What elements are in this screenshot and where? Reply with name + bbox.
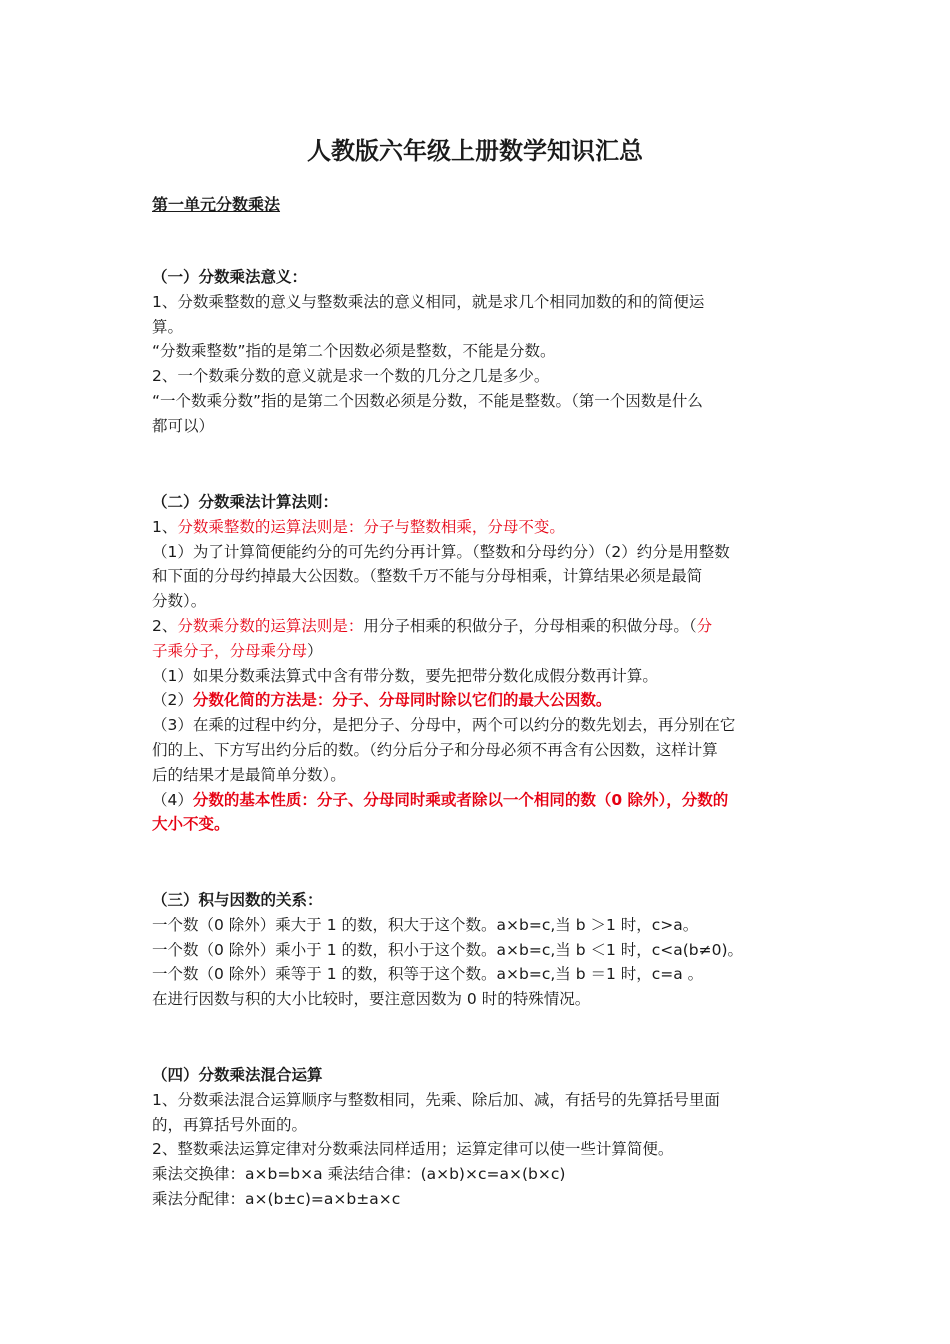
section-product-factor: [152, 888, 802, 1012]
highlight-text: 分数乘分数的运算法则是：: [177, 616, 364, 635]
paragraph: 1、分数乘法混合运算顺序与整数相同，先乘、除后加、减，有括号的先算括号里面: [152, 1090, 720, 1109]
section-heading: （二）分数乘法计算法则：: [152, 493, 339, 511]
rule-number: 2、: [152, 616, 178, 635]
highlight-text: 分数化简的方法是：分子、分母同时除以它们的最大公因数。: [192, 691, 612, 710]
paragraph: 分数）。: [152, 592, 207, 611]
paragraph: 后的结果才是最简单分数）。: [152, 765, 346, 784]
rule-line: [152, 688, 802, 713]
paragraph: 的，再算括号外面的。: [152, 1115, 308, 1134]
paragraph: （1）为了计算简便能约分的可先约分再计算。（整数和分母约分）（2）约分是用整数: [152, 542, 730, 561]
rule-number: （2）: [152, 691, 193, 710]
section-mixed-operations: [152, 1063, 802, 1212]
section-heading: （四）分数乘法混合运算: [152, 1066, 323, 1084]
rule-number: 1、: [152, 517, 178, 536]
paragraph: 1、分数乘整数的意义与整数乘法的意义相同，就是求几个相同加数的和的简便运: [152, 292, 705, 311]
highlight-text: 分数乘整数的运算法则是：分子与整数相乘，分母不变。: [177, 517, 565, 536]
paragraph: “一个数乘分数”指的是第二个因数必须是分数，不能是整数。（第一个因数是什么: [152, 391, 703, 410]
page-title: 人教版六年级上册数学知识汇总: [307, 137, 643, 165]
paragraph: 和下面的分母约掉最大公因数。（整数千万不能与分母相乘，计算结果必须是最简: [152, 567, 703, 586]
rule-number: （4）: [152, 790, 193, 809]
paragraph: 一个数（0 除外）乘大于 1 的数，积大于这个数。a×b=c,当 b ＞1 时，c>a。: [152, 915, 699, 934]
paragraph: 一个数（0 除外）乘小于 1 的数，积小于这个数。a×b=c,当 b ＜1 时，c<a(b≠0)。: [152, 940, 744, 959]
rule-line: [152, 515, 802, 540]
unit-title: 第一单元分数乘法: [152, 195, 281, 214]
rule-line: [152, 639, 802, 664]
highlight-text: 大小不变。: [152, 815, 230, 834]
paragraph: 算。: [152, 317, 184, 336]
rule-line: [152, 788, 802, 813]
paragraph: 2、整数乘法运算定律对分数乘法同样适用；运算定律可以使一些计算简便。: [152, 1140, 674, 1159]
section-heading: （一）分数乘法意义：: [152, 268, 308, 286]
section-calculation-rules: [152, 490, 802, 837]
rule-text: 用分子相乘的积做分子，分母相乘的积做分母。（: [363, 616, 697, 635]
paragraph: “分数乘整数”指的是第二个因数必须是整数，不能是分数。: [152, 342, 556, 361]
paragraph: 们的上、下方写出约分后的数。（约分后分子和分母必须不再含有公因数，这样计算: [152, 740, 718, 759]
highlight-text: 分数的基本性质：分子、分母同时乘或者除以一个相同的数（0 除外），分数的: [192, 790, 729, 809]
paragraph: （3）在乘的过程中约分，是把分子、分母中，两个可以约分的数先划去，再分别在它: [152, 716, 736, 735]
rule-text: ）: [307, 641, 323, 660]
section-heading: （三）积与因数的关系：: [152, 891, 323, 909]
highlight-text: 子乘分子，分母乘分母: [152, 641, 308, 660]
highlight-text: 分: [696, 616, 713, 635]
rule-line: [152, 614, 802, 639]
paragraph: 2、一个数乘分数的意义就是求一个数的几分之几是多少。: [152, 367, 550, 386]
paragraph: 都可以）: [152, 416, 215, 435]
paragraph: 乘法分配律：a×(b±c)=a×b±a×c: [152, 1189, 401, 1208]
paragraph: 在进行因数与积的大小比较时，要注意因数为 0 时的特殊情况。: [152, 990, 591, 1009]
paragraph: 一个数（0 除外）乘等于 1 的数，积等于这个数。a×b=c,当 b ＝1 时，c=a 。: [152, 965, 704, 984]
paragraph: 乘法交换律：a×b=b×a 乘法结合律：(a×b)×c=a×(b×c): [152, 1165, 566, 1184]
paragraph: （1）如果分数乘法算式中含有带分数，要先把带分数化成假分数再计算。: [152, 666, 658, 685]
section-meaning: [152, 265, 802, 439]
